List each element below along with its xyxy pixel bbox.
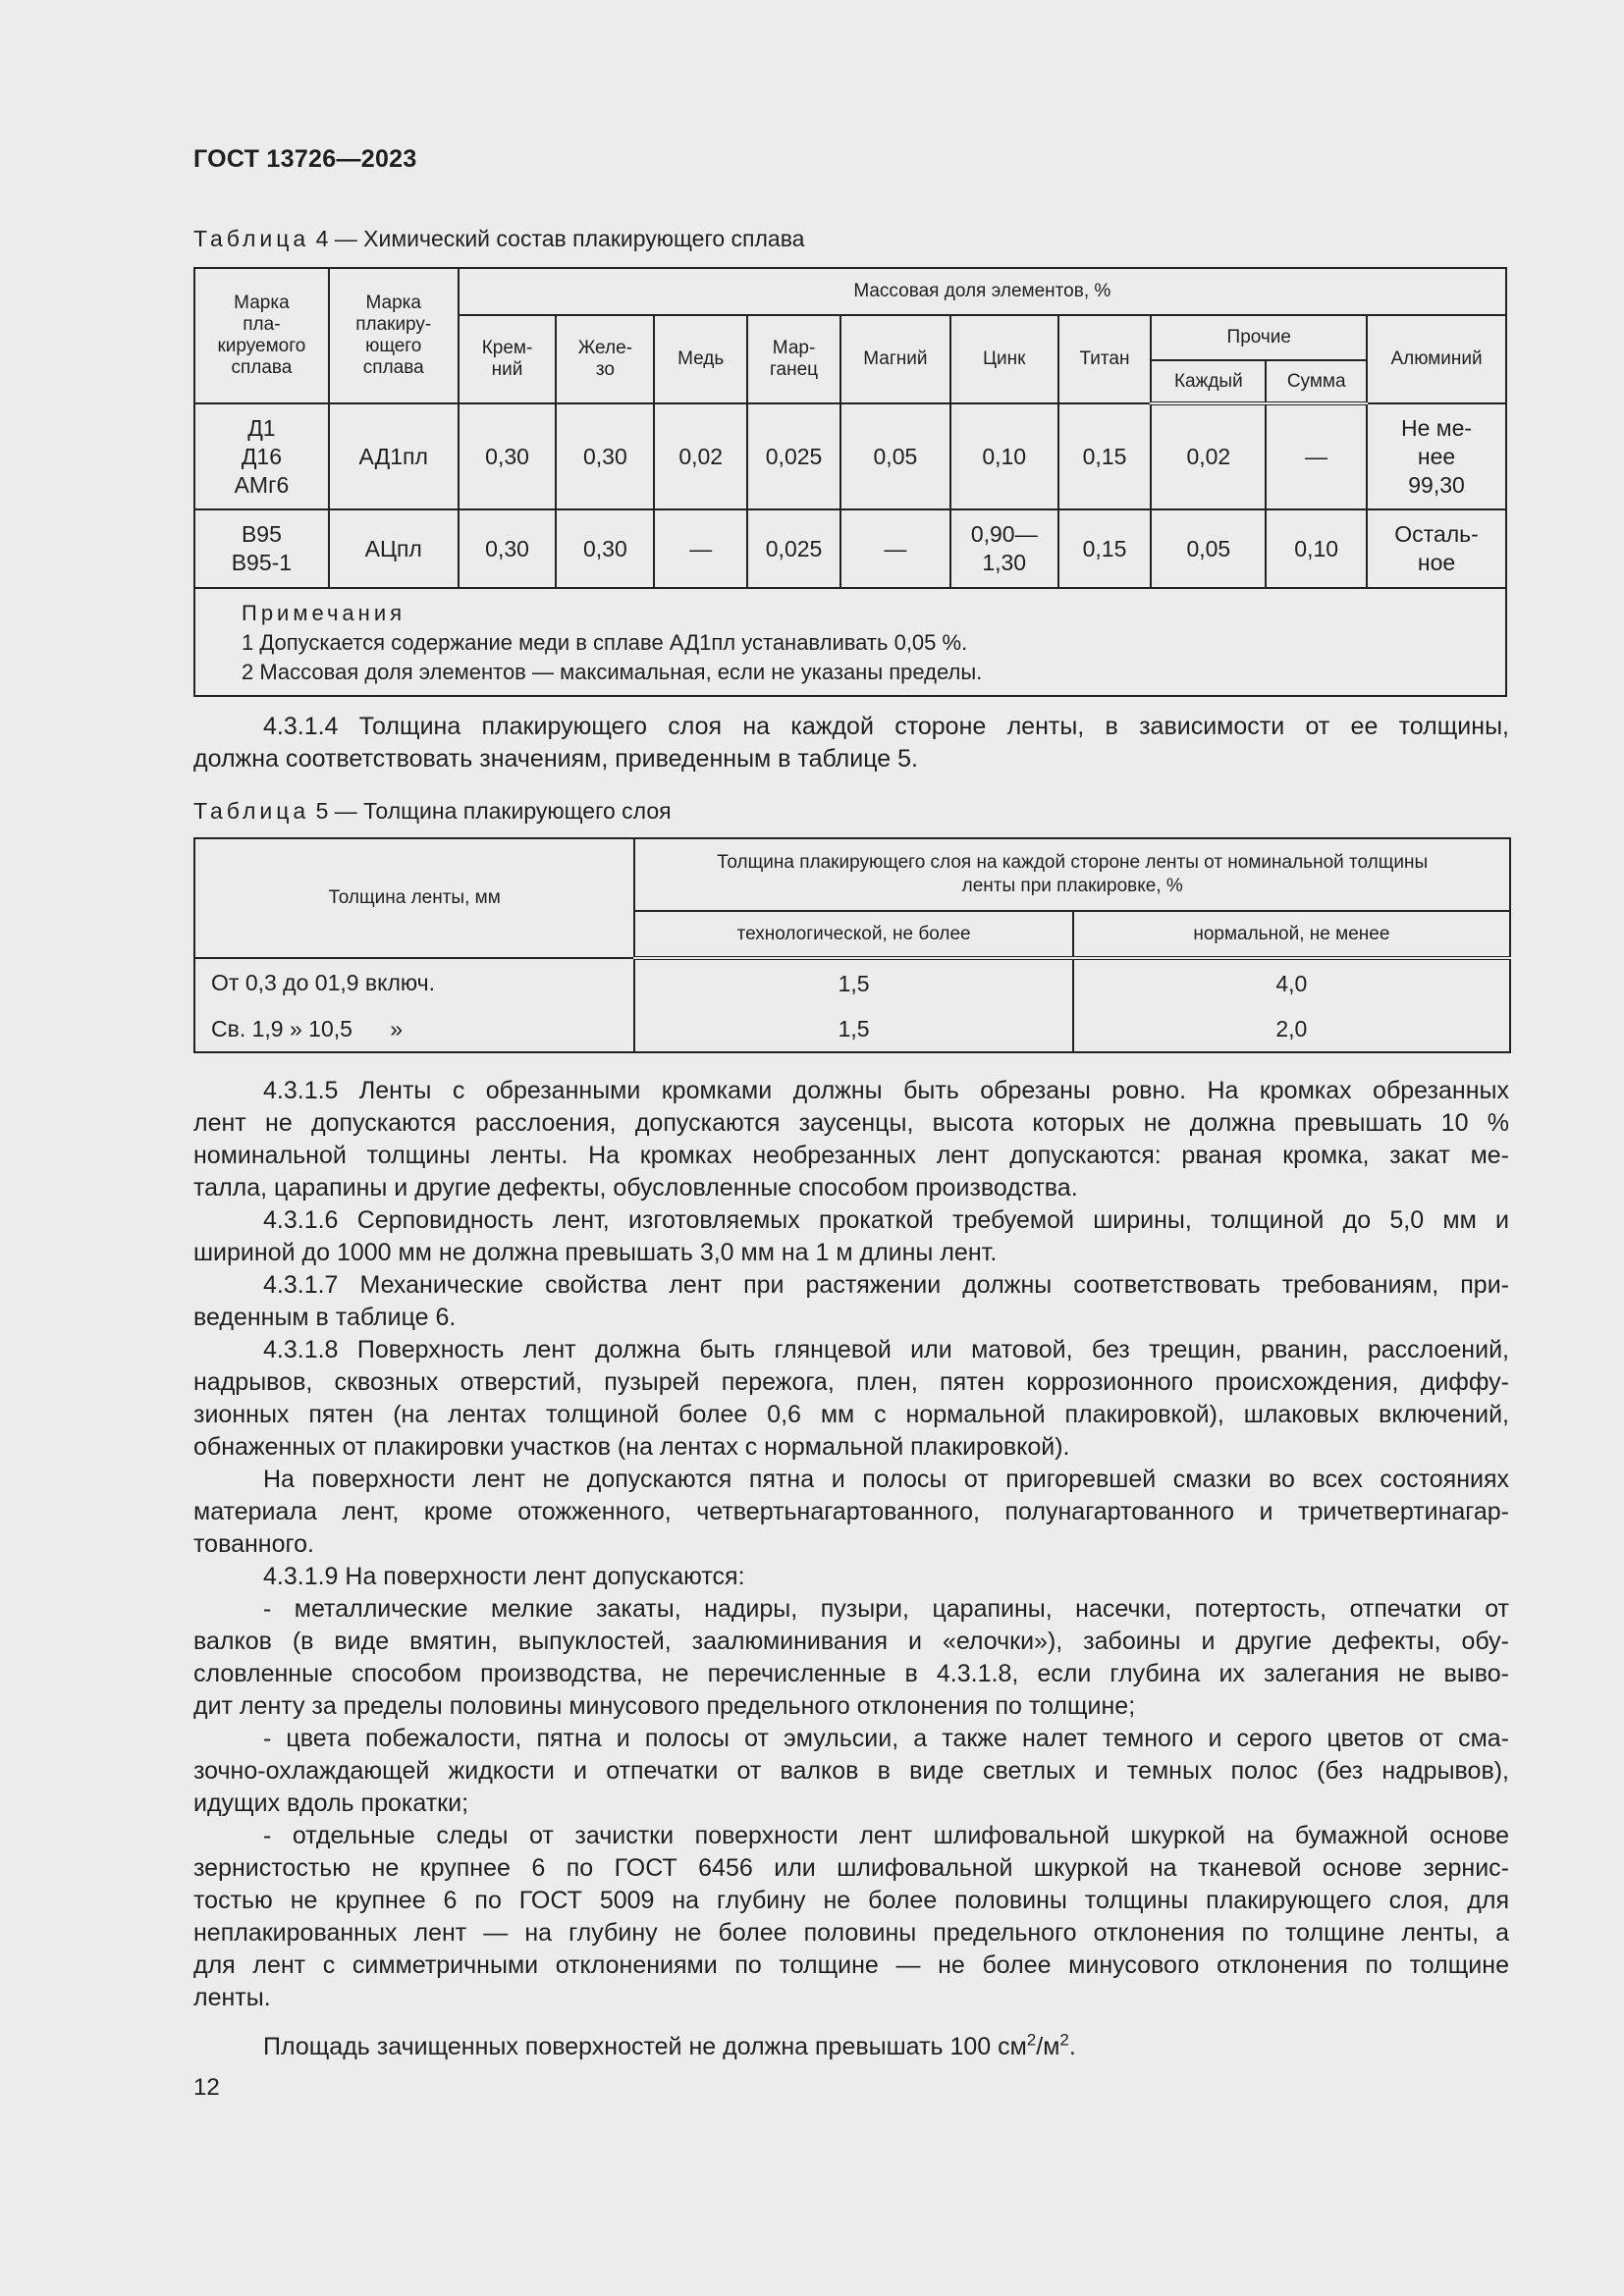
header-other: Прочие	[1151, 315, 1367, 360]
cell-norm: 2,0	[1073, 1007, 1510, 1052]
final-line	[193, 2024, 1509, 2063]
paragraph-line: тостью не крупнее 6 по ГОСТ 5009 на глубину не более половины толщины плакирующего слоя, для	[193, 1887, 1509, 1914]
cell-mn: 0,025	[747, 509, 840, 588]
chemical-composition-table	[193, 267, 1507, 697]
header-cladding-grade	[329, 268, 459, 403]
paragraph-line: шириной до 1000 мм не должна превышать 3,0 мм на 1 м длины лент.	[193, 1239, 998, 1266]
header-sum: Сумма	[1266, 360, 1367, 403]
paragraph-line: - металлические мелкие закаты, надиры, пузыри, царапины, насечки, потертость, отпечатки от	[263, 1595, 1509, 1623]
paragraph-line: материала лент, кроме отожженного, четвертьнагартованного, полунагартованного и тричетвертинагар-	[193, 1498, 1509, 1525]
cell-text: Д1	[247, 414, 276, 441]
cell-si: 0,30	[459, 509, 557, 588]
cell-clad: АЦпл	[329, 509, 459, 588]
cell-al	[1367, 403, 1506, 509]
paragraph-line: надрывов, сквозных отверстий, пузырей пережога, плен, пятен коррозионного происхождения, диффу-	[193, 1368, 1509, 1396]
header-manganese	[747, 315, 840, 403]
cell-fe: 0,30	[556, 403, 654, 509]
header-text: пла-	[243, 314, 281, 335]
note-item: 1 Допускается содержание меди в сплаве АД1пл устанавливать 0,05 %.	[242, 630, 968, 655]
header-text: ленты при плакировке, %	[961, 876, 1183, 896]
cell-text: 99,30	[1408, 471, 1465, 498]
header-text: ющего	[365, 336, 422, 356]
cell-each: 0,05	[1151, 509, 1266, 588]
header-alloy-grade	[194, 268, 329, 403]
notes-title: Примечания	[242, 601, 406, 625]
table5-caption	[193, 798, 672, 825]
cell-ti: 0,15	[1058, 403, 1152, 509]
cell-sum: 0,10	[1266, 509, 1367, 588]
paragraph-line: словленные способом производства, не перечисленные в 4.3.1.8, если глубина их залегания не выво-	[193, 1660, 1509, 1687]
cell-range: Св. 1,9 » 10,5 »	[194, 1007, 634, 1052]
cell-text: Не ме-	[1401, 414, 1473, 441]
header-each: Каждый	[1151, 360, 1266, 403]
table-row	[194, 1007, 1510, 1052]
header-text: ганец	[770, 359, 819, 380]
header-silicon	[459, 315, 557, 403]
cell-tech: 1,5	[634, 958, 1072, 1007]
paragraph-line: валков (в виде вмятин, выпуклостей, заалюминивания и «елочки»), забоины и другие дефекты, обу-	[193, 1628, 1509, 1655]
final-line-text: Площадь зачищенных поверхностей не должна превышать 100 см	[263, 2033, 1027, 2061]
header-text: зо	[595, 359, 615, 380]
table-row	[194, 958, 1510, 1007]
paragraph-line: номинальной толщины ленты. На кромках необрезанных лент допускаются: рваная кромка, закат ме-	[193, 1142, 1509, 1169]
page-number: 12	[193, 2074, 220, 2101]
cell-cu: 0,02	[654, 403, 747, 509]
paragraph-line: неплакированных лент — на глубину не более половины предельного отклонения по толщине ленты, а	[193, 1919, 1509, 1947]
document-title: ГОСТ 13726—2023	[193, 145, 417, 173]
header-text: Марка	[234, 293, 290, 313]
cell-ti: 0,15	[1058, 509, 1152, 588]
paragraph-line: На поверхности лент не допускаются пятна и полосы от пригоревшей смазки во всех состояниях	[263, 1466, 1509, 1493]
paragraph-line: лент не допускаются расслоения, допускаются заусенцы, высота которых не должна превышать 10 %	[193, 1109, 1509, 1137]
paragraph-line: идущих вдоль прокатки;	[193, 1789, 469, 1817]
cell-mg: 0,05	[840, 403, 950, 509]
paragraph-line: ленты.	[193, 1984, 271, 2011]
cladding-thickness-table	[193, 837, 1511, 1053]
paragraph-line: для лент с симметричными отклонениями по толщине — не более минусового отклонения по толщине	[193, 1951, 1509, 1979]
table5-caption-label: Таблица	[193, 798, 310, 824]
cell-text: Д16	[241, 443, 282, 469]
paragraph-line: 4.3.1.6 Серповидность лент, изготовляемых прокаткой требуемой ширины, толщиной до 5,0 мм и	[263, 1206, 1509, 1234]
table4-notes	[194, 588, 1506, 696]
cell-text: нее	[1417, 443, 1456, 469]
paragraph-4314	[193, 711, 1509, 775]
paragraph-line: - цвета побежалости, пятна и полосы от эмульсии, а также налет темного и серого цветов от сма-	[263, 1725, 1509, 1752]
header-text: кируемого	[217, 336, 306, 356]
table4-caption-text: 4 — Химический состав плакирующего сплава	[309, 226, 805, 251]
header-text: Мар-	[772, 338, 816, 358]
header-text: Крем-	[481, 338, 533, 358]
header-iron	[556, 315, 654, 403]
final-line-end: .	[1068, 2033, 1076, 2061]
header-text: плакиру-	[355, 314, 432, 335]
cell-text: Осталь-	[1394, 521, 1479, 547]
header-clad-thickness	[634, 838, 1510, 911]
header-text: Толщина плакирующего слоя на каждой стороне ленты от номинальной толщины	[717, 852, 1429, 873]
cell-zn: 0,10	[950, 403, 1058, 509]
body-text	[193, 1075, 1509, 2014]
header-titanium: Титан	[1058, 315, 1152, 403]
paragraph-line: талла, царапины и другие дефекты, обусловленные способом производства.	[193, 1174, 1078, 1201]
header-technological: технологической, не более	[634, 911, 1072, 958]
paragraph-line: 4.3.1.5 Ленты с обрезанными кромками должны быть обрезаны ровно. На кромках обрезанных	[263, 1077, 1509, 1104]
paragraph-line: тованного.	[193, 1530, 314, 1558]
cell-clad: АД1пл	[329, 403, 459, 509]
table-row	[194, 403, 1506, 509]
header-mass-fraction: Массовая доля элементов, %	[459, 268, 1506, 315]
cell-text: В95-1	[231, 550, 293, 575]
note-item: 2 Массовая доля элементов — максимальная, если не указаны пределы.	[242, 660, 983, 684]
header-strip-thickness: Толщина ленты, мм	[194, 838, 634, 958]
cell-range: От 0,3 до 01,9 включ.	[194, 958, 634, 1007]
header-zinc: Цинк	[950, 315, 1058, 403]
cell-norm: 4,0	[1073, 958, 1510, 1007]
paragraph-line: 4.3.1.4 Толщина плакирующего слоя на каждой стороне ленты, в зависимости от ее толщины,	[263, 713, 1509, 740]
cell-text: АМг6	[234, 471, 290, 498]
header-text: ний	[491, 359, 523, 380]
cell-alloy	[194, 403, 329, 509]
cell-zn	[950, 509, 1058, 588]
cell-text: 1,30	[982, 550, 1027, 575]
cell-text: В95	[241, 521, 282, 547]
table4-caption	[193, 226, 804, 252]
header-text: сплава	[362, 357, 424, 378]
paragraph-line: зернистостью не крупнее 6 по ГОСТ 6456 или шлифовальной шкуркой на тканевой основе зернис-	[193, 1854, 1509, 1882]
cell-tech: 1,5	[634, 1007, 1072, 1052]
header-normal: нормальной, не менее	[1073, 911, 1510, 958]
final-line-unit: /м	[1036, 2033, 1060, 2061]
cell-sum: —	[1266, 403, 1367, 509]
header-text: Марка	[365, 293, 421, 313]
superscript: 2	[1059, 2031, 1069, 2050]
header-text: Желе-	[577, 338, 632, 358]
superscript: 2	[1026, 2031, 1037, 2050]
paragraph-line: должна соответствовать значениям, приведенным в таблице 5.	[193, 745, 918, 773]
header-magnesium: Магний	[840, 315, 950, 403]
table-row	[194, 509, 1506, 588]
cell-text: 0,90—	[970, 521, 1038, 547]
cell-each: 0,02	[1151, 403, 1266, 509]
paragraph-line: зионных пятен (на лентах толщиной более 0,6 мм с нормальной плакировкой), шлаковых включений,	[193, 1401, 1509, 1428]
header-copper: Медь	[654, 315, 747, 403]
cell-mg: —	[840, 509, 950, 588]
paragraph-line: дит ленту за пределы половины минусового предельного отклонения по толщине;	[193, 1692, 1136, 1720]
paragraph-line: 4.3.1.8 Поверхность лент должна быть глянцевой или матовой, без трещин, рванин, расслоений,	[263, 1336, 1509, 1363]
paragraph-line: веденным в таблице 6.	[193, 1304, 457, 1331]
paragraph-line: обнаженных от плакировки участков (на лентах с нормальной плакировкой).	[193, 1433, 1070, 1461]
cell-fe: 0,30	[556, 509, 654, 588]
cell-al	[1367, 509, 1506, 588]
cell-text: ное	[1417, 550, 1456, 575]
cell-mn: 0,025	[747, 403, 840, 509]
header-text: сплава	[231, 357, 293, 378]
cell-cu: —	[654, 509, 747, 588]
cell-alloy	[194, 509, 329, 588]
cell-si: 0,30	[459, 403, 557, 509]
paragraph-line: 4.3.1.9 На поверхности лент допускаются:	[263, 1563, 745, 1590]
paragraph-line: - отдельные следы от зачистки поверхности лент шлифовальной шкуркой на бумажной основе	[263, 1822, 1509, 1849]
paragraph-line: зочно-охлаждающей жидкости и отпечатки от валков в виде светлых и темных полос (без надрывов),	[193, 1757, 1509, 1785]
paragraph-line: 4.3.1.7 Механические свойства лент при растяжении должны соответствовать требованиям, при-	[263, 1271, 1509, 1299]
table5-caption-text: 5 — Толщина плакирующего слоя	[309, 798, 672, 824]
header-aluminium: Алюминий	[1367, 315, 1506, 403]
table4-caption-label: Таблица	[193, 226, 310, 251]
